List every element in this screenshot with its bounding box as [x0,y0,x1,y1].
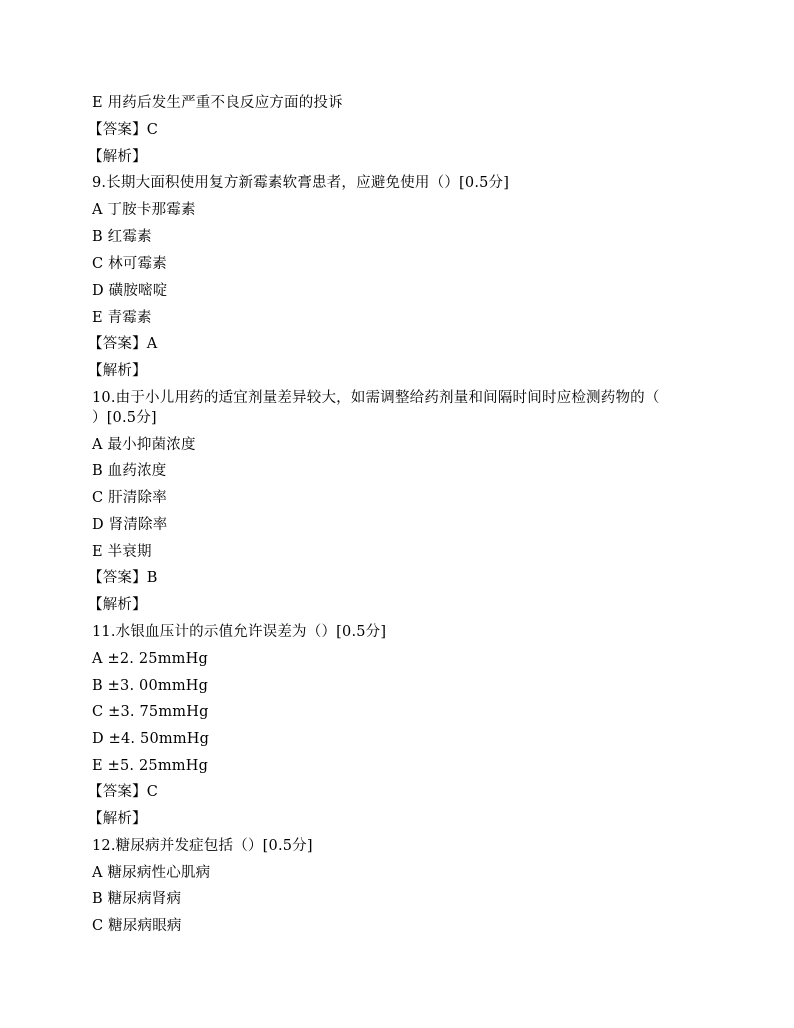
q11-answer: 【答案】C [88,784,159,800]
q9-answer: 【答案】A [88,336,158,352]
q12-stem: 12.糖尿病并发症包括（）[0.5分] [92,838,313,854]
q9-option-d: D 磺胺嘧啶 [92,283,168,299]
q9-option-e: E 青霉素 [92,310,152,326]
q9-option-c: C 林可霉素 [92,256,167,272]
q11-option-a: A ±2. 25mmHg [92,651,208,667]
q8-answer: 【答案】C [88,122,159,138]
q10-option-e: E 半衰期 [92,544,152,560]
q11-stem: 11.水银血压计的示值允许误差为（）[0.5分] [92,624,387,640]
q12-option-b: B 糖尿病肾病 [92,891,182,907]
q11-option-b: B ±3. 00mmHg [92,678,209,694]
q10-analysis: 【解析】 [88,597,147,613]
q9-option-a: A 丁胺卡那霉素 [92,202,196,218]
q10-stem-line1: 10.由于小儿用药的适宜剂量差异较大，如需调整给药剂量和间隔时间时应检测药物的（ [92,390,660,406]
q11-option-d: D ±4. 50mmHg [92,731,210,747]
q11-analysis: 【解析】 [88,811,147,827]
q11-option-c: C ±3. 75mmHg [92,704,209,720]
q10-option-a: A 最小抑菌浓度 [92,437,196,453]
q10-option-d: D 肾清除率 [92,517,168,533]
q10-option-c: C 肝清除率 [92,490,167,506]
q12-option-c: C 糖尿病眼病 [92,918,182,934]
q9-analysis: 【解析】 [88,363,147,379]
q9-option-b: B 红霉素 [92,229,152,245]
q8-option-e: E 用药后发生严重不良反应方面的投诉 [92,95,343,111]
q10-answer: 【答案】B [88,570,158,586]
q12-option-a: A 糖尿病性心肌病 [92,865,211,881]
q8-analysis: 【解析】 [88,149,147,165]
q10-stem-line2: ）[0.5分] [92,410,157,426]
q10-option-b: B 血药浓度 [92,463,167,479]
q9-stem: 9.长期大面积使用复方新霉素软膏患者，应避免使用（）[0.5分] [92,175,510,191]
q11-option-e: E ±5. 25mmHg [92,758,209,774]
